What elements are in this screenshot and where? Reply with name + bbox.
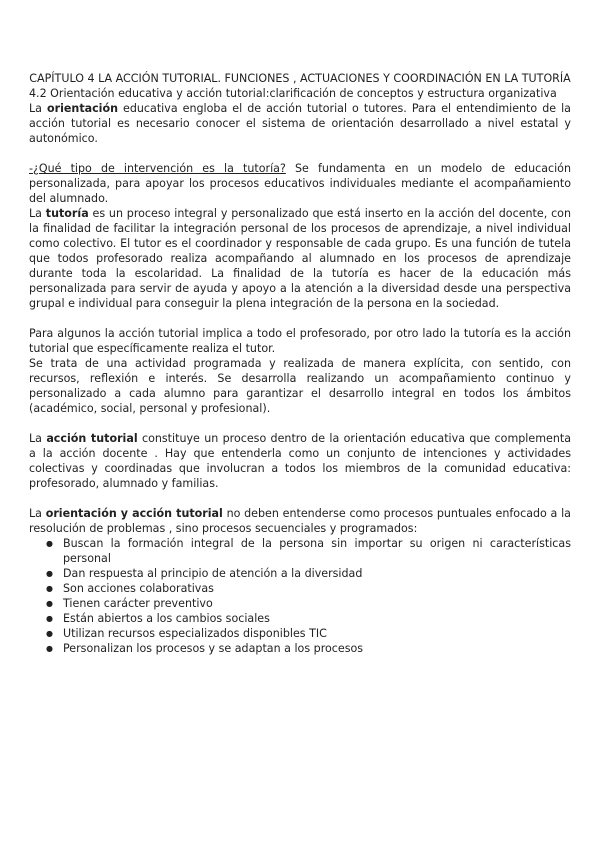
term-orientacion-accion: orientación y acción tutorial: [45, 507, 223, 520]
list-item: ● Personalizan los procesos y se adaptan a los procesos: [63, 641, 571, 656]
list-item: ● Están abiertos a los cambios sociales: [63, 611, 571, 626]
term-orientacion: orientación: [47, 102, 119, 115]
list-item: ● Tienen carácter preventivo: [63, 596, 571, 611]
list-item: ● Utilizan recursos especializados disponibles TIC: [63, 626, 571, 641]
list-item: ● Buscan la formación integral de la persona sin importar su origen ni características personal: [63, 536, 571, 566]
term-tutoria: tutoría: [45, 207, 89, 220]
section-subtitle: 4.2 Orientación educativa y acción tutorial:clarificación de conceptos y estructura organizativa: [29, 87, 557, 100]
paragraph-actividad: Se trata de una actividad programada y realizada de manera explícita, con sentido, con recursos, reflexión e interés. Se desarrolla realizando un acompañamiento continuo y personalizado a cada alumno para garantizar el desarrollo integral en todos los ámbitos (académico, social, personal y profesional).: [29, 357, 571, 415]
paragraph-orientacion-accion: La orientación y acción tutorial no deben entenderse como procesos puntuales enfocado a la resolución de problemas , sino procesos secuenciales y programados:: [29, 507, 571, 535]
paragraph-intervencion: -¿Qué tipo de intervención es la tutoría? Se fundamenta en un modelo de educación personalizada, para apoyar los procesos educativos individuales mediante el acompañamiento del alumnado.: [29, 162, 571, 205]
list-item: ● Dan respuesta al principio de atención a la diversidad: [63, 566, 571, 581]
paragraph-tutoria: La tutoría es un proceso integral y personalizado que está inserto en la acción del docente, con la finalidad de facilitar la integración personal de los procesos de aprendizaje, a nivel individual como colectivo. El tutor es el coordinador y responsable de cada grupo. Es una función de tutela que todos profesorado realiza acompañando al alumnado en los procesos de aprendizaje durante toda la escolaridad. La finalidad de la tutoría es hacer de la educación más personalizada para servir de ayuda y apoyo a la atención a la diversidad desde una perspectiva grupal e individual para conseguir la plena integración de la persona en la sociedad.: [29, 207, 571, 310]
term-accion-tutorial: acción tutorial: [46, 432, 138, 445]
document-page: [29, 72, 571, 656]
question-heading: -¿Qué tipo de intervención es la tutoría?: [29, 162, 286, 175]
characteristics-list: [29, 536, 571, 656]
chapter-title: CAPÍTULO 4 LA ACCIÓN TUTORIAL. FUNCIONES , ACTUACIONES Y COORDINACIÓN EN LA TUTORÍA: [29, 72, 571, 85]
list-item: ● Son acciones colaborativas: [63, 581, 571, 596]
paragraph-accion-tutorial: La acción tutorial constituye un proceso dentro de la orientación educativa que complementa a la acción docente . Hay que entenderla como un conjunto de intenciones y actividades colectivas y coordinadas que involucran a todos los miembros de la comunidad educativa: profesorado, alumnado y familias.: [29, 432, 572, 490]
paragraph-profesorado: Para algunos la acción tutorial implica a todo el profesorado, por otro lado la tutoría es la acción tutorial que específicamente realiza el tutor.: [29, 327, 571, 355]
paragraph-orientacion: La orientación educativa engloba el de acción tutorial o tutores. Para el entendimiento de la acción tutorial es necesario conocer el sistema de orientación desarrollado a nivel estatal y autonómico.: [29, 102, 571, 145]
